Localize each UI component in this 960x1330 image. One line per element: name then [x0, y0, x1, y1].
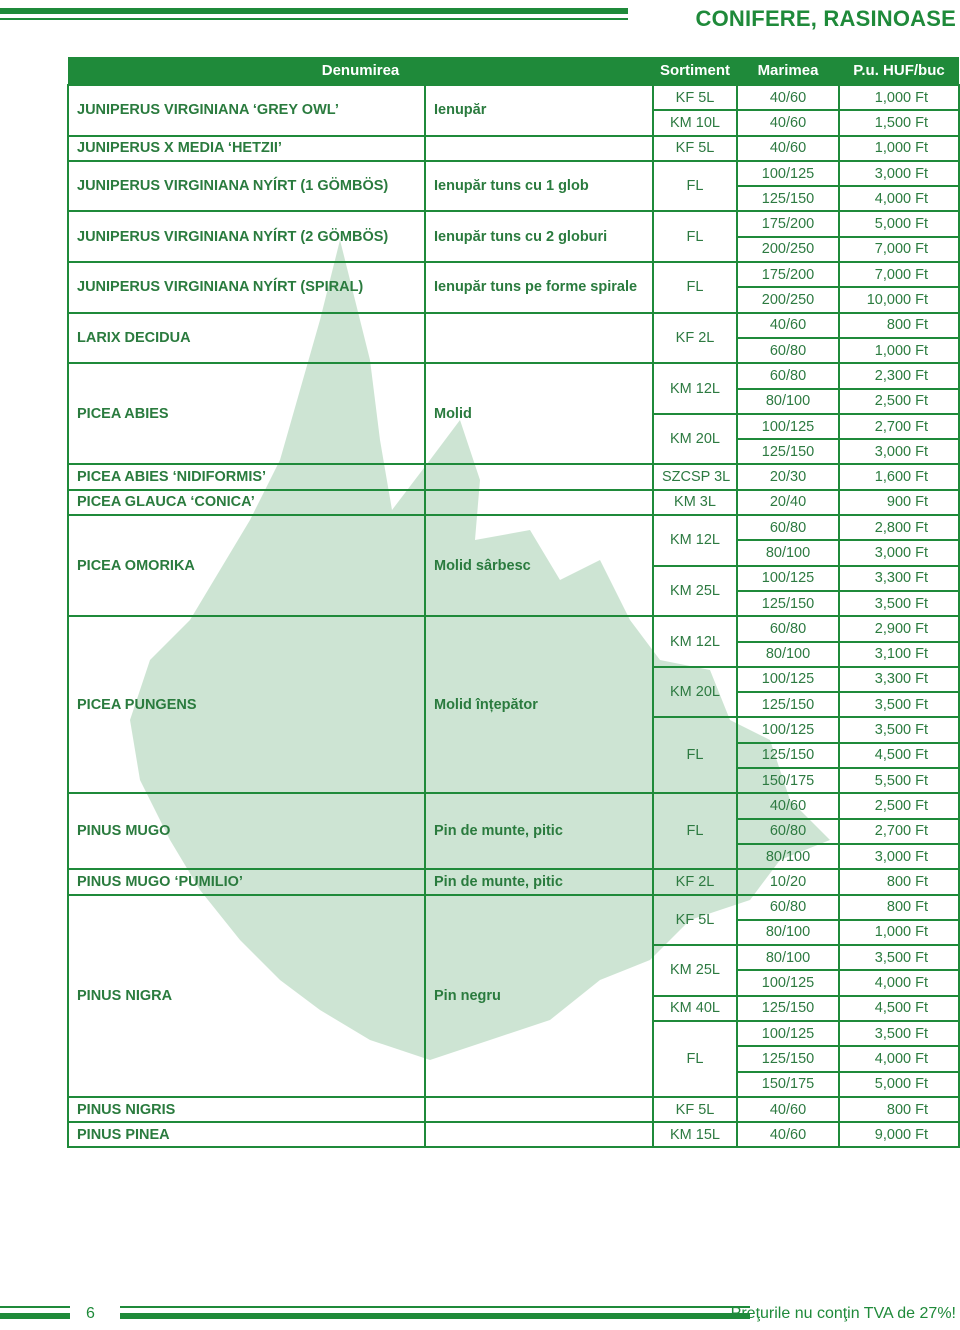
price-cell: 3,000 Ft: [839, 540, 959, 565]
table-row: [68, 515, 959, 540]
size-cell: 125/150: [737, 591, 839, 616]
assortment-cell: FL: [653, 161, 737, 212]
assortment-cell: KM 12L: [653, 515, 737, 566]
product-name: JUNIPERUS VIRGINIANA NYÍRT (SPIRAL): [68, 262, 425, 313]
table-row: [68, 616, 959, 641]
price-cell: 4,500 Ft: [839, 996, 959, 1021]
table-row: [68, 1122, 959, 1147]
price-cell: 1,500 Ft: [839, 110, 959, 135]
price-cell: 3,500 Ft: [839, 692, 959, 717]
assortment-cell: KF 5L: [653, 1097, 737, 1122]
product-common-name: Ienupăr tuns cu 1 glob: [425, 161, 653, 212]
price-cell: 3,500 Ft: [839, 591, 959, 616]
assortment-cell: KM 25L: [653, 945, 737, 996]
vat-note: Preţurile nu conţin TVA de 27%!: [730, 1305, 956, 1322]
page-number: 6: [86, 1305, 95, 1322]
product-common-name: [425, 464, 653, 489]
product-common-name: Ienupăr tuns pe forme spirale: [425, 262, 653, 313]
table-row: [68, 793, 959, 818]
price-cell: 7,000 Ft: [839, 262, 959, 287]
product-common-name: [425, 313, 653, 364]
product-common-name: Molid sârbesc: [425, 515, 653, 616]
table-row: [68, 464, 959, 489]
price-cell: 5,500 Ft: [839, 768, 959, 793]
table-row: [68, 490, 959, 515]
size-cell: 175/200: [737, 262, 839, 287]
product-name: JUNIPERUS VIRGINIANA NYÍRT (2 GÖMBÖS): [68, 211, 425, 262]
product-name: PINUS PINEA: [68, 1122, 425, 1147]
product-common-name: [425, 136, 653, 161]
assortment-cell: FL: [653, 211, 737, 262]
assortment-cell: FL: [653, 717, 737, 793]
size-cell: 60/80: [737, 515, 839, 540]
assortment-cell: KM 20L: [653, 667, 737, 718]
price-cell: 1,600 Ft: [839, 464, 959, 489]
assortment-cell: FL: [653, 793, 737, 869]
table-row: [68, 211, 959, 236]
size-cell: 150/175: [737, 768, 839, 793]
size-cell: 60/80: [737, 338, 839, 363]
product-name: JUNIPERUS VIRGINIANA NYÍRT (1 GÖMBÖS): [68, 161, 425, 212]
price-cell: 3,300 Ft: [839, 667, 959, 692]
size-cell: 60/80: [737, 616, 839, 641]
size-cell: 80/100: [737, 920, 839, 945]
assortment-cell: KM 40L: [653, 996, 737, 1021]
size-cell: 80/100: [737, 945, 839, 970]
assortment-cell: KF 5L: [653, 85, 737, 110]
column-header-assortment: Sortiment: [653, 57, 737, 85]
product-common-name: Molid înțepător: [425, 616, 653, 793]
assortment-cell: KM 3L: [653, 490, 737, 515]
product-name: JUNIPERUS X MEDIA ‘HETZII’: [68, 136, 425, 161]
assortment-cell: KM 12L: [653, 363, 737, 414]
footer-rule-left: [0, 1306, 70, 1320]
size-cell: 125/150: [737, 439, 839, 464]
price-cell: 800 Ft: [839, 1097, 959, 1122]
product-name: PICEA OMORIKA: [68, 515, 425, 616]
price-cell: 3,300 Ft: [839, 566, 959, 591]
table-row: [68, 85, 959, 110]
price-cell: 2,500 Ft: [839, 389, 959, 414]
size-cell: 100/125: [737, 970, 839, 995]
product-common-name: [425, 490, 653, 515]
price-cell: 2,700 Ft: [839, 819, 959, 844]
size-cell: 40/60: [737, 110, 839, 135]
table-row: [68, 895, 959, 920]
page-title: CONIFERE, RASINOASE: [695, 6, 956, 31]
price-cell: 3,000 Ft: [839, 161, 959, 186]
price-cell: 2,700 Ft: [839, 414, 959, 439]
price-cell: 3,500 Ft: [839, 717, 959, 742]
size-cell: 80/100: [737, 844, 839, 869]
assortment-cell: KM 12L: [653, 616, 737, 667]
size-cell: 100/125: [737, 667, 839, 692]
assortment-cell: KF 2L: [653, 869, 737, 894]
price-cell: 2,900 Ft: [839, 616, 959, 641]
product-name: PINUS NIGRA: [68, 895, 425, 1097]
product-common-name: Pin de munte, pitic: [425, 869, 653, 894]
size-cell: 125/150: [737, 186, 839, 211]
price-cell: 800 Ft: [839, 313, 959, 338]
product-common-name: [425, 1122, 653, 1147]
column-header-name: Denumirea: [68, 57, 653, 85]
table-row: [68, 363, 959, 388]
price-cell: 3,100 Ft: [839, 642, 959, 667]
size-cell: 40/60: [737, 1097, 839, 1122]
product-name: PICEA ABIES ‘NIDIFORMIS’: [68, 464, 425, 489]
product-name: LARIX DECIDUA: [68, 313, 425, 364]
size-cell: 20/30: [737, 464, 839, 489]
size-cell: 125/150: [737, 743, 839, 768]
assortment-cell: KM 25L: [653, 566, 737, 617]
price-cell: 4,500 Ft: [839, 743, 959, 768]
product-common-name: Pin de munte, pitic: [425, 793, 653, 869]
product-name: PINUS MUGO ‘PUMILIO’: [68, 869, 425, 894]
assortment-cell: FL: [653, 262, 737, 313]
footer-rule-right: [120, 1306, 750, 1320]
product-name: PICEA GLAUCA ‘CONICA’: [68, 490, 425, 515]
column-header-price: P.u. HUF/buc: [839, 57, 959, 85]
assortment-cell: KM 10L: [653, 110, 737, 135]
price-cell: 10,000 Ft: [839, 287, 959, 312]
table-row: [68, 262, 959, 287]
size-cell: 60/80: [737, 895, 839, 920]
table-row: [68, 1097, 959, 1122]
price-cell: 4,000 Ft: [839, 970, 959, 995]
price-cell: 2,300 Ft: [839, 363, 959, 388]
price-cell: 900 Ft: [839, 490, 959, 515]
product-common-name: Ienupăr tuns cu 2 globuri: [425, 211, 653, 262]
size-cell: 60/80: [737, 819, 839, 844]
size-cell: 40/60: [737, 85, 839, 110]
product-name: PINUS NIGRIS: [68, 1097, 425, 1122]
price-cell: 1,000 Ft: [839, 136, 959, 161]
table-header-row: [68, 57, 959, 85]
price-cell: 9,000 Ft: [839, 1122, 959, 1147]
price-table: [67, 57, 960, 1148]
price-cell: 3,500 Ft: [839, 945, 959, 970]
header-rule: [0, 8, 628, 22]
price-cell: 5,000 Ft: [839, 1072, 959, 1097]
price-cell: 800 Ft: [839, 869, 959, 894]
price-cell: 3,000 Ft: [839, 844, 959, 869]
size-cell: 125/150: [737, 996, 839, 1021]
column-header-size: Marimea: [737, 57, 839, 85]
product-common-name: Pin negru: [425, 895, 653, 1097]
price-cell: 800 Ft: [839, 895, 959, 920]
table-row: [68, 313, 959, 338]
product-common-name: Ienupăr: [425, 85, 653, 136]
size-cell: 125/150: [737, 1046, 839, 1071]
size-cell: 100/125: [737, 161, 839, 186]
size-cell: 80/100: [737, 540, 839, 565]
size-cell: 40/60: [737, 1122, 839, 1147]
assortment-cell: KM 20L: [653, 414, 737, 465]
product-name: PICEA PUNGENS: [68, 616, 425, 793]
size-cell: 200/250: [737, 287, 839, 312]
size-cell: 100/125: [737, 1021, 839, 1046]
size-cell: 40/60: [737, 793, 839, 818]
table-row: [68, 161, 959, 186]
price-cell: 1,000 Ft: [839, 85, 959, 110]
price-cell: 2,800 Ft: [839, 515, 959, 540]
assortment-cell: KF 5L: [653, 136, 737, 161]
price-table-body: [68, 85, 959, 1147]
assortment-cell: FL: [653, 1021, 737, 1097]
product-common-name: [425, 1097, 653, 1122]
price-cell: 7,000 Ft: [839, 237, 959, 262]
assortment-cell: SZCSP 3L: [653, 464, 737, 489]
size-cell: 10/20: [737, 869, 839, 894]
product-common-name: Molid: [425, 363, 653, 464]
price-cell: 4,000 Ft: [839, 186, 959, 211]
size-cell: 40/60: [737, 313, 839, 338]
product-name: PICEA ABIES: [68, 363, 425, 464]
size-cell: 80/100: [737, 389, 839, 414]
size-cell: 100/125: [737, 566, 839, 591]
size-cell: 20/40: [737, 490, 839, 515]
price-cell: 4,000 Ft: [839, 1046, 959, 1071]
size-cell: 175/200: [737, 211, 839, 236]
product-name: JUNIPERUS VIRGINIANA ‘GREY OWL’: [68, 85, 425, 136]
table-row: [68, 136, 959, 161]
size-cell: 80/100: [737, 642, 839, 667]
price-cell: 1,000 Ft: [839, 920, 959, 945]
price-cell: 3,000 Ft: [839, 439, 959, 464]
size-cell: 60/80: [737, 363, 839, 388]
price-cell: 1,000 Ft: [839, 338, 959, 363]
price-cell: 3,500 Ft: [839, 1021, 959, 1046]
size-cell: 200/250: [737, 237, 839, 262]
price-cell: 2,500 Ft: [839, 793, 959, 818]
product-name: PINUS MUGO: [68, 793, 425, 869]
assortment-cell: KF 5L: [653, 895, 737, 946]
size-cell: 100/125: [737, 414, 839, 439]
size-cell: 40/60: [737, 136, 839, 161]
assortment-cell: KF 2L: [653, 313, 737, 364]
table-row: [68, 869, 959, 894]
size-cell: 150/175: [737, 1072, 839, 1097]
assortment-cell: KM 15L: [653, 1122, 737, 1147]
price-cell: 5,000 Ft: [839, 211, 959, 236]
size-cell: 100/125: [737, 717, 839, 742]
size-cell: 125/150: [737, 692, 839, 717]
